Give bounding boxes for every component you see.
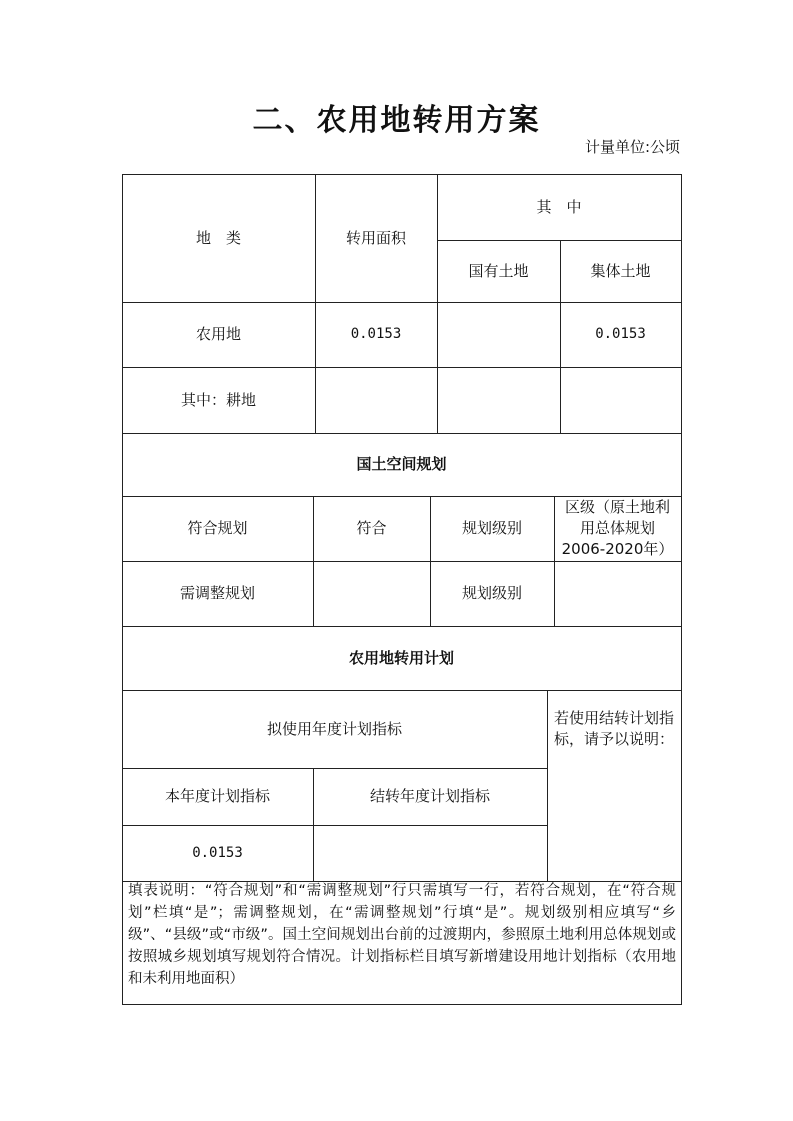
- conform-plan-label: 符合规划: [187, 519, 248, 537]
- adjust-plan-level-label: 规划级别: [461, 584, 522, 602]
- carryover-index-label: 结转年度计划指标: [369, 787, 490, 805]
- annual-index-label: 拟使用年度计划指标: [266, 719, 402, 738]
- row-cultivated-collective: [560, 367, 681, 433]
- adjust-plan-label: 需调整规划: [179, 584, 255, 602]
- collective-header: 集体土地: [590, 261, 651, 280]
- adjust-plan-level-value: [554, 561, 681, 626]
- plan-level-label: 规划级别: [461, 519, 522, 537]
- table-border-bottom: [122, 1004, 682, 1005]
- area-header: 转用面积: [345, 228, 406, 247]
- row-cultivated-label: 其中：耕地: [180, 390, 256, 409]
- row-cultivated-area: [315, 367, 437, 433]
- row-farmland-state-owned: [437, 302, 560, 367]
- unit-label: 计量单位:公顷: [584, 138, 680, 156]
- table-border-right: [681, 174, 682, 1005]
- among-header: 其 中: [536, 197, 582, 216]
- carryover-index-value: [313, 825, 547, 881]
- plan-level-value: 区级（原土地利用总体规划2006-2020年）: [561, 498, 674, 558]
- carryover-explanation: [547, 768, 681, 881]
- fill-instructions: 填表说明：“符合规划”和“需调整规划”行只需填写一行，若符合规划，在“符合规划”栏填“是”；需调整规划，在“需调整规划”行填“是”。规划级别相应填写“乡级”、“县级”或“市级”。国土空间规划出台前的过渡期内，参照原土地利用总体规划或按照城乡规划填写规划符合情况。计划指标栏目填写新增建设用地计划指标（农用地和未利用地面积）: [128, 883, 676, 987]
- row-farmland-label: 农用地: [195, 325, 241, 343]
- row-farmland-collective: 0.0153: [595, 326, 646, 342]
- land-type-header: 地 类: [195, 228, 241, 247]
- spatial-planning-title: 国土空间规划: [356, 455, 447, 473]
- row-cultivated-state-owned: [437, 367, 560, 433]
- this-year-index-value: 0.0153: [192, 844, 243, 861]
- state-owned-header: 国有土地: [468, 261, 529, 280]
- conversion-plan-title: 农用地转用计划: [348, 648, 454, 667]
- row-farmland-area: 0.0153: [350, 326, 402, 342]
- adjust-plan-value: [313, 561, 430, 626]
- this-year-index-label: 本年度计划指标: [164, 787, 270, 805]
- page-title: 二、农用地转用方案: [252, 103, 541, 138]
- conform-plan-value: 符合: [356, 519, 387, 537]
- carryover-note-label: 若使用结转计划指标，请予以说明：: [553, 709, 674, 748]
